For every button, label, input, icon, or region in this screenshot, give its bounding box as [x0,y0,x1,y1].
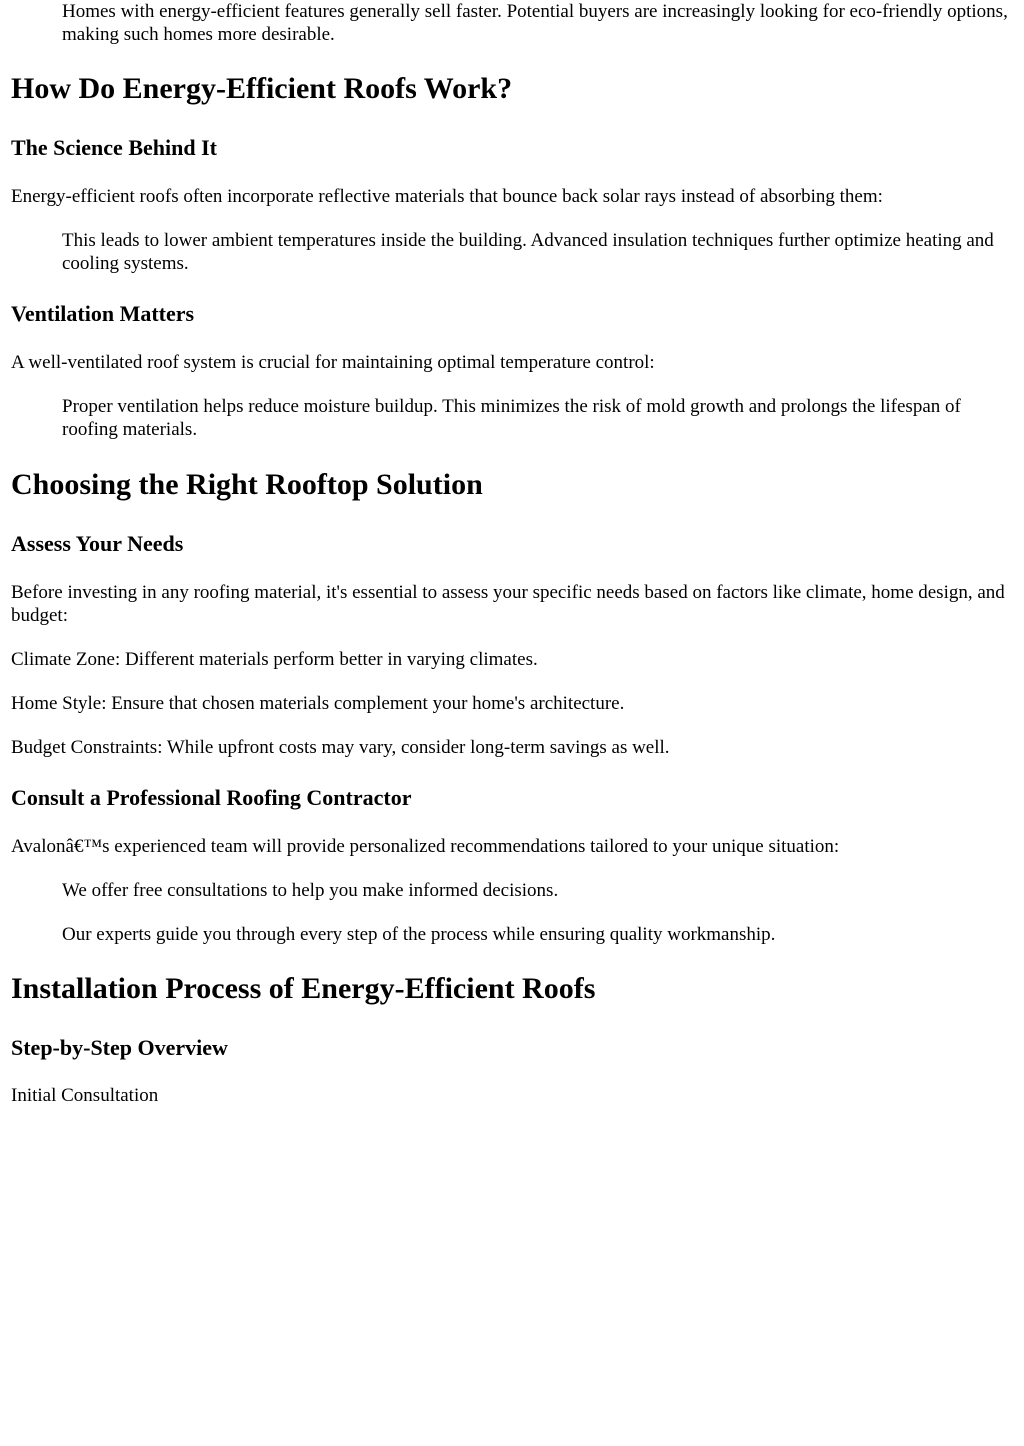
science-paragraph: Energy-efficient roofs often incorporate reflective materials that bounce back solar rays instead of absorbing them: [11,186,883,207]
intro-quote: Homes with energy-efficient features generally sell faster. Potential buyers are increasingly looking for eco-friendly options, making such homes more desirable. [62,1,1008,45]
heading-choosing-rooftop-solution: Choosing the Right Rooftop Solution [11,468,483,501]
assess-paragraph: Before investing in any roofing material, it's essential to assess your specific needs based on factors like climate, home design, and budget: [11,582,1005,626]
heading-how-roofs-work: How Do Energy-Efficient Roofs Work? [11,72,513,105]
ventilation-quote: Proper ventilation helps reduce moisture buildup. This minimizes the risk of mold growth and prolongs the lifespan of roofing materials. [62,396,961,440]
consult-paragraph: Avalonâ€™s experienced team will provide personalized recommendations tailored to your unique situation: [11,836,840,857]
heading-installation-process: Installation Process of Energy-Efficient Roofs [11,972,596,1005]
step-item: Initial Consultation [11,1085,159,1106]
science-quote: This leads to lower ambient temperatures inside the building. Advanced insulation techniques further optimize heating and cooling systems. [62,230,994,274]
heading-step-by-step-overview: Step-by-Step Overview [11,1035,228,1060]
list-item: Home Style: Ensure that chosen materials complement your home's architecture. [11,693,625,714]
heading-consult-professional: Consult a Professional Roofing Contractor [11,785,412,810]
consult-quote: We offer free consultations to help you make informed decisions. [62,880,559,901]
list-item: Budget Constraints: While upfront costs may vary, consider long-term savings as well. [11,737,670,758]
list-item: Climate Zone: Different materials perform better in varying climates. [11,649,538,670]
heading-ventilation-matters: Ventilation Matters [11,301,195,326]
ventilation-paragraph: A well-ventilated roof system is crucial for maintaining optimal temperature control: [11,352,655,373]
consult-quote: Our experts guide you through every step of the process while ensuring quality workmanship. [62,924,776,945]
heading-science-behind-it: The Science Behind It [11,135,217,160]
heading-assess-your-needs: Assess Your Needs [11,531,184,556]
